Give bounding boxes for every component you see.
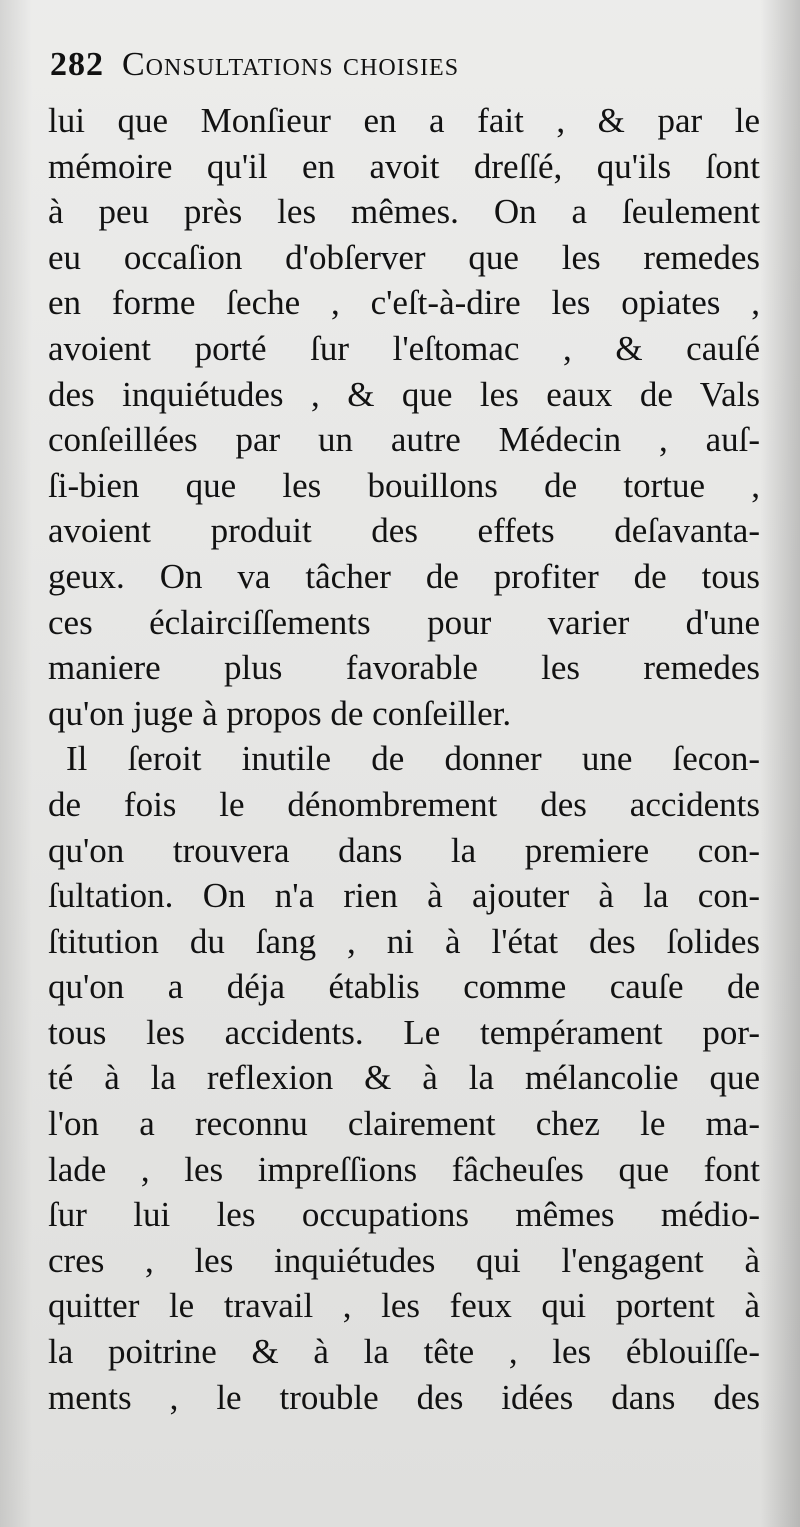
text-line: qu'on trouvera dans la premiere con- (48, 830, 760, 870)
text-line: des inquiétudes , & que les eaux de Vals (48, 374, 760, 414)
text-line: maniere plus favorable les remedes (48, 648, 760, 688)
text-line: quitter le travail , les feux qui portent à (48, 1286, 760, 1326)
text-line: l'on a reconnu clairement chez le ma- (48, 1104, 760, 1144)
text-line: avoient produit des effets deſavanta- (48, 511, 760, 551)
text-line: en forme ſeche , c'eſt-à-dire les opiates , (48, 283, 760, 323)
text-line: à peu près les mêmes. On a ſeulement (48, 192, 760, 232)
text-line: ſi-bien que les bouillons de tortue , (48, 465, 760, 505)
text-line: de fois le dénombrement des accidents (48, 784, 760, 824)
text-line: lui que Monſieur en a fait , & par le (48, 101, 760, 140)
text-line: avoient porté ſur l'eſtomac , & cauſé (48, 328, 760, 368)
text-line: lade , les impreſſions fâcheuſes que font (48, 1149, 760, 1189)
page-header (50, 46, 760, 98)
text-line: ſultation. On n'a rien à ajouter à la con- (48, 876, 760, 916)
text-line: qu'on a déja établis comme cauſe de (48, 967, 760, 1007)
text-line: ces éclairciſſements pour varier d'une (48, 602, 760, 642)
text-line: geux. On va tâcher de profiter de tous (48, 556, 760, 596)
text-line: qu'on juge à propos de conſeiller. (48, 693, 512, 733)
body-text (48, 98, 760, 1420)
text-line: conſeillées par un autre Médecin , auſ- (48, 420, 760, 460)
text-line: tous les accidents. Le tempérament por- (48, 1012, 760, 1052)
text-line: ments , le trouble des idées dans des (48, 1377, 760, 1417)
page-number: 282 (50, 46, 104, 83)
text-line: cres , les inquiétudes qui l'engagent à (48, 1240, 760, 1280)
text-line: eu occaſion d'obſerver que les remedes (48, 237, 760, 277)
text-line: la poitrine & à la tête , les éblouiſſe- (48, 1332, 760, 1372)
text-line: té à la reflexion & à la mélancolie que (48, 1058, 760, 1098)
text-line: ſur lui les occupations mêmes médio- (48, 1195, 760, 1235)
paragraph-start-line: Il ſeroit inutile de donner une ſecon- (66, 739, 760, 779)
running-title: Consultations choisies (122, 46, 460, 83)
text-line: mémoire qu'il en avoit dreſſé, qu'ils ſont (48, 146, 760, 186)
text-line: ſtitution du ſang , ni à l'état des ſolides (48, 921, 760, 961)
